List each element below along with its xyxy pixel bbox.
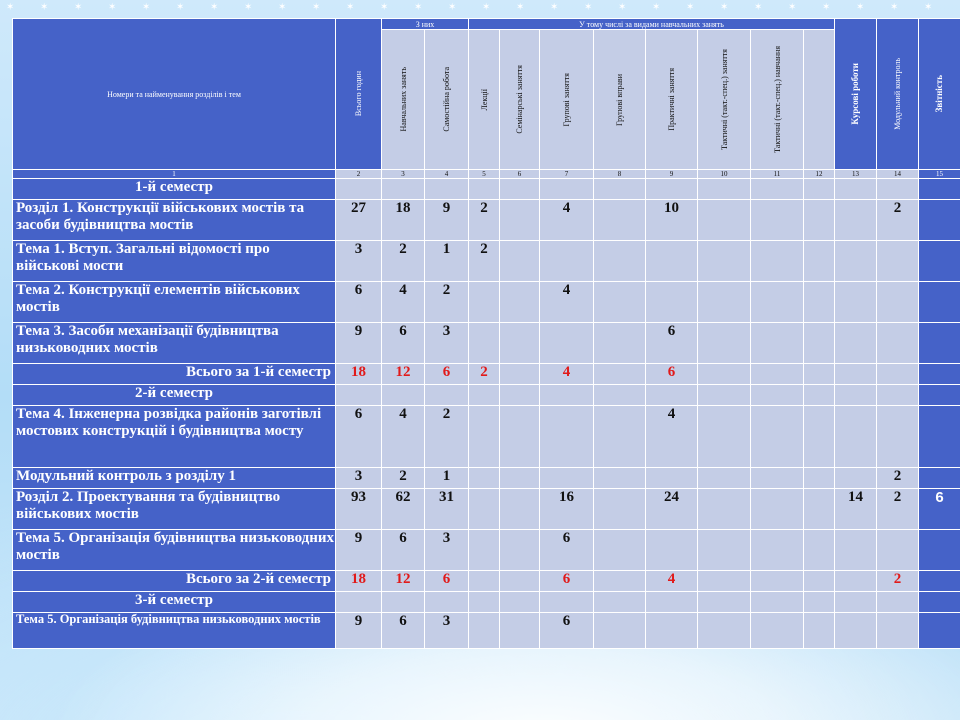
table-row bbox=[13, 364, 960, 385]
cell-col-15 bbox=[919, 282, 960, 323]
cell-col-13 bbox=[835, 530, 877, 571]
cell-col-11 bbox=[751, 613, 804, 649]
cell-col-4: 3 bbox=[425, 323, 469, 364]
row-label: Модульний контроль з розділу 1 bbox=[13, 468, 336, 489]
cell-col-14: 2 bbox=[877, 200, 919, 241]
cell-col-13 bbox=[835, 179, 877, 200]
cell-col-11 bbox=[751, 571, 804, 592]
table-row bbox=[13, 241, 960, 282]
cell-col-6 bbox=[500, 489, 540, 530]
cell-col-2: 27 bbox=[336, 200, 382, 241]
column-number: 8 bbox=[594, 170, 646, 179]
cell-col-4 bbox=[425, 592, 469, 613]
cell-col-12 bbox=[804, 282, 835, 323]
table-row bbox=[13, 323, 960, 364]
cell-col-5 bbox=[469, 468, 500, 489]
row-label: Тема 5. Організація будівництва низьководних мостів bbox=[13, 530, 336, 571]
cell-col-6 bbox=[500, 406, 540, 468]
cell-col-7: 16 bbox=[540, 489, 594, 530]
cell-col-9 bbox=[646, 468, 698, 489]
cell-col-15 bbox=[919, 179, 960, 200]
cell-col-15 bbox=[919, 613, 960, 649]
cell-col-14: 2 bbox=[877, 571, 919, 592]
row-label: Розділ 1. Конструкції військових мостів та засоби будівництва мостів bbox=[13, 200, 336, 241]
row-label: Всього за 2-й семестр bbox=[13, 571, 336, 592]
cell-col-3 bbox=[382, 385, 425, 406]
cell-col-10 bbox=[698, 364, 751, 385]
cell-col-6 bbox=[500, 323, 540, 364]
header-selfwork: Самостійна робота bbox=[425, 30, 469, 170]
cell-col-4: 6 bbox=[425, 364, 469, 385]
header-sections-topics: Номери та найменування розділів і тем bbox=[13, 19, 336, 170]
table-row bbox=[13, 282, 960, 323]
cell-col-4: 3 bbox=[425, 530, 469, 571]
header-blank bbox=[804, 30, 835, 170]
cell-col-15 bbox=[919, 406, 960, 468]
cell-col-6 bbox=[500, 385, 540, 406]
row-label: 2-й семестр bbox=[13, 385, 336, 406]
cell-col-15 bbox=[919, 592, 960, 613]
cell-col-10 bbox=[698, 200, 751, 241]
cell-col-5 bbox=[469, 489, 500, 530]
cell-col-11 bbox=[751, 489, 804, 530]
header-tactical-exercises: Тактичні (такт.-спец.) навчання bbox=[751, 30, 804, 170]
column-number: 9 bbox=[646, 170, 698, 179]
cell-col-5 bbox=[469, 613, 500, 649]
cell-col-3: 4 bbox=[382, 282, 425, 323]
cell-col-2: 18 bbox=[336, 571, 382, 592]
header-report: Звітність bbox=[919, 19, 960, 170]
cell-col-9: 6 bbox=[646, 323, 698, 364]
cell-col-14: 2 bbox=[877, 468, 919, 489]
cell-col-12 bbox=[804, 200, 835, 241]
cell-col-10 bbox=[698, 613, 751, 649]
cell-col-4: 31 bbox=[425, 489, 469, 530]
cell-col-6 bbox=[500, 592, 540, 613]
table-row bbox=[13, 489, 960, 530]
cell-col-7: 4 bbox=[540, 282, 594, 323]
cell-col-4: 1 bbox=[425, 241, 469, 282]
cell-col-12 bbox=[804, 406, 835, 468]
cell-col-12 bbox=[804, 530, 835, 571]
cell-col-13 bbox=[835, 468, 877, 489]
cell-col-9: 6 bbox=[646, 364, 698, 385]
cell-col-9 bbox=[646, 530, 698, 571]
cell-col-7 bbox=[540, 241, 594, 282]
cell-col-11 bbox=[751, 406, 804, 468]
cell-col-3: 2 bbox=[382, 468, 425, 489]
cell-col-8 bbox=[594, 385, 646, 406]
cell-col-14 bbox=[877, 406, 919, 468]
cell-col-8 bbox=[594, 489, 646, 530]
row-label: Всього за 1-й семестр bbox=[13, 364, 336, 385]
cell-col-3: 6 bbox=[382, 613, 425, 649]
cell-col-11 bbox=[751, 241, 804, 282]
cell-col-10 bbox=[698, 179, 751, 200]
cell-col-14 bbox=[877, 364, 919, 385]
row-label: 3-й семестр bbox=[13, 592, 336, 613]
cell-col-10 bbox=[698, 406, 751, 468]
cell-col-15 bbox=[919, 530, 960, 571]
cell-col-14 bbox=[877, 323, 919, 364]
cell-col-11 bbox=[751, 364, 804, 385]
cell-col-4: 2 bbox=[425, 282, 469, 323]
cell-col-15 bbox=[919, 571, 960, 592]
cell-col-5: 2 bbox=[469, 364, 500, 385]
header-seminars: Семінарські заняття bbox=[500, 30, 540, 170]
cell-col-4: 3 bbox=[425, 613, 469, 649]
column-number: 2 bbox=[336, 170, 382, 179]
cell-col-12 bbox=[804, 489, 835, 530]
cell-col-13 bbox=[835, 406, 877, 468]
cell-col-8 bbox=[594, 592, 646, 613]
cell-col-6 bbox=[500, 571, 540, 592]
cell-col-13 bbox=[835, 592, 877, 613]
header-total-hours: Всього годин bbox=[336, 19, 382, 170]
cell-col-2: 9 bbox=[336, 323, 382, 364]
cell-col-7: 6 bbox=[540, 530, 594, 571]
cell-col-2 bbox=[336, 592, 382, 613]
cell-col-7 bbox=[540, 323, 594, 364]
cell-col-6 bbox=[500, 468, 540, 489]
cell-col-3: 12 bbox=[382, 364, 425, 385]
cell-col-12 bbox=[804, 241, 835, 282]
cell-col-14 bbox=[877, 241, 919, 282]
table-row bbox=[13, 592, 960, 613]
cell-col-6 bbox=[500, 530, 540, 571]
cell-col-5: 2 bbox=[469, 241, 500, 282]
cell-col-5 bbox=[469, 406, 500, 468]
cell-col-8 bbox=[594, 282, 646, 323]
cell-col-7: 6 bbox=[540, 613, 594, 649]
cell-col-15 bbox=[919, 200, 960, 241]
cell-col-12 bbox=[804, 364, 835, 385]
table-row bbox=[13, 406, 960, 468]
cell-col-2: 6 bbox=[336, 406, 382, 468]
cell-col-14 bbox=[877, 385, 919, 406]
row-label: Тема 3. Засоби механізації будівництва низьководних мостів bbox=[13, 323, 336, 364]
header-group-exercises: Групові вправи bbox=[594, 30, 646, 170]
cell-col-7 bbox=[540, 179, 594, 200]
cell-col-3: 18 bbox=[382, 200, 425, 241]
cell-col-12 bbox=[804, 385, 835, 406]
cell-col-15 bbox=[919, 385, 960, 406]
curriculum-table bbox=[12, 18, 960, 649]
cell-col-3: 2 bbox=[382, 241, 425, 282]
column-number: 3 bbox=[382, 170, 425, 179]
cell-col-10 bbox=[698, 468, 751, 489]
cell-col-2: 93 bbox=[336, 489, 382, 530]
cell-col-13 bbox=[835, 323, 877, 364]
column-number: 15 bbox=[919, 170, 960, 179]
cell-col-13 bbox=[835, 200, 877, 241]
cell-col-5 bbox=[469, 282, 500, 323]
column-number: 12 bbox=[804, 170, 835, 179]
cell-col-12 bbox=[804, 468, 835, 489]
cell-col-4: 9 bbox=[425, 200, 469, 241]
cell-col-7 bbox=[540, 592, 594, 613]
row-label: Тема 1. Вступ. Загальні відомості про військові мости bbox=[13, 241, 336, 282]
header-practical: Практичні заняття bbox=[646, 30, 698, 170]
cell-col-2: 9 bbox=[336, 530, 382, 571]
cell-col-6 bbox=[500, 613, 540, 649]
cell-col-11 bbox=[751, 179, 804, 200]
cell-col-15 bbox=[919, 323, 960, 364]
cell-col-8 bbox=[594, 613, 646, 649]
cell-col-8 bbox=[594, 179, 646, 200]
cell-col-9 bbox=[646, 385, 698, 406]
cell-col-10 bbox=[698, 385, 751, 406]
cell-col-3 bbox=[382, 179, 425, 200]
cell-col-6 bbox=[500, 282, 540, 323]
cell-col-8 bbox=[594, 200, 646, 241]
cell-col-15 bbox=[919, 241, 960, 282]
cell-col-14 bbox=[877, 179, 919, 200]
cell-col-15 bbox=[919, 468, 960, 489]
cell-col-9 bbox=[646, 241, 698, 282]
decorative-stars: ✶ ✶ ✶ ✶ ✶ ✶ ✶ ✶ ✶ ✶ ✶ ✶ ✶ ✶ ✶ ✶ ✶ ✶ ✶ ✶ ✶ ✶ ✶ ✶ ✶ ✶ ✶ ✶ bbox=[6, 2, 933, 13]
cell-col-2 bbox=[336, 179, 382, 200]
cell-col-7 bbox=[540, 406, 594, 468]
cell-col-13 bbox=[835, 385, 877, 406]
cell-col-10 bbox=[698, 592, 751, 613]
header-tactical-classes: Тактичні (такт.-спец.) заняття bbox=[698, 30, 751, 170]
cell-col-8 bbox=[594, 468, 646, 489]
cell-col-6 bbox=[500, 364, 540, 385]
cell-col-3: 6 bbox=[382, 323, 425, 364]
row-label: 1-й семестр bbox=[13, 179, 336, 200]
cell-col-9 bbox=[646, 613, 698, 649]
cell-col-12 bbox=[804, 179, 835, 200]
cell-col-5 bbox=[469, 592, 500, 613]
cell-col-4 bbox=[425, 179, 469, 200]
cell-col-8 bbox=[594, 530, 646, 571]
column-number: 6 bbox=[500, 170, 540, 179]
row-label: Тема 5. Організація будівництва низьководних мостів bbox=[13, 613, 336, 649]
header-lectures: Лекції bbox=[469, 30, 500, 170]
column-number: 5 bbox=[469, 170, 500, 179]
cell-col-5 bbox=[469, 323, 500, 364]
cell-col-2: 9 bbox=[336, 613, 382, 649]
cell-col-2: 3 bbox=[336, 468, 382, 489]
cell-col-13 bbox=[835, 241, 877, 282]
cell-col-13 bbox=[835, 571, 877, 592]
cell-col-5 bbox=[469, 179, 500, 200]
cell-col-6 bbox=[500, 179, 540, 200]
cell-col-9 bbox=[646, 592, 698, 613]
cell-col-14 bbox=[877, 530, 919, 571]
header-group-of-them: З них bbox=[382, 19, 469, 30]
header-group-types: У тому числі за видами навчальних занять bbox=[469, 19, 835, 30]
cell-col-5 bbox=[469, 571, 500, 592]
cell-col-14 bbox=[877, 613, 919, 649]
header-coursework: Курсові роботи bbox=[835, 19, 877, 170]
cell-col-9 bbox=[646, 179, 698, 200]
row-label: Розділ 2. Проектування та будівництво військових мостів bbox=[13, 489, 336, 530]
cell-col-8 bbox=[594, 323, 646, 364]
header-group-classes: Групові заняття bbox=[540, 30, 594, 170]
cell-col-3: 62 bbox=[382, 489, 425, 530]
cell-col-10 bbox=[698, 489, 751, 530]
cell-col-12 bbox=[804, 613, 835, 649]
cell-col-4: 1 bbox=[425, 468, 469, 489]
row-label: Тема 2. Конструкції елементів військових мостів bbox=[13, 282, 336, 323]
cell-col-15 bbox=[919, 364, 960, 385]
table-row bbox=[13, 200, 960, 241]
cell-col-3 bbox=[382, 592, 425, 613]
cell-col-5: 2 bbox=[469, 200, 500, 241]
column-number: 11 bbox=[751, 170, 804, 179]
cell-col-7 bbox=[540, 385, 594, 406]
cell-col-5 bbox=[469, 385, 500, 406]
cell-col-8 bbox=[594, 364, 646, 385]
table-row bbox=[13, 385, 960, 406]
cell-col-8 bbox=[594, 406, 646, 468]
cell-col-8 bbox=[594, 241, 646, 282]
cell-col-7: 4 bbox=[540, 200, 594, 241]
cell-col-2 bbox=[336, 385, 382, 406]
cell-col-13 bbox=[835, 613, 877, 649]
cell-col-9: 4 bbox=[646, 406, 698, 468]
column-number: 10 bbox=[698, 170, 751, 179]
header-classroom: Навчальних занять bbox=[382, 30, 425, 170]
header-modular-control: Модульний контроль bbox=[877, 19, 919, 170]
cell-col-3: 12 bbox=[382, 571, 425, 592]
column-number: 14 bbox=[877, 170, 919, 179]
cell-col-15: 6 bbox=[919, 489, 960, 530]
cell-col-2: 18 bbox=[336, 364, 382, 385]
table-row bbox=[13, 571, 960, 592]
cell-col-10 bbox=[698, 282, 751, 323]
cell-col-9: 4 bbox=[646, 571, 698, 592]
cell-col-6 bbox=[500, 241, 540, 282]
cell-col-10 bbox=[698, 530, 751, 571]
cell-col-10 bbox=[698, 241, 751, 282]
cell-col-9: 24 bbox=[646, 489, 698, 530]
cell-col-13 bbox=[835, 364, 877, 385]
cell-col-3: 6 bbox=[382, 530, 425, 571]
cell-col-10 bbox=[698, 323, 751, 364]
cell-col-13 bbox=[835, 282, 877, 323]
cell-col-12 bbox=[804, 323, 835, 364]
cell-col-10 bbox=[698, 571, 751, 592]
cell-col-12 bbox=[804, 592, 835, 613]
column-number: 7 bbox=[540, 170, 594, 179]
table-row bbox=[13, 468, 960, 489]
cell-col-11 bbox=[751, 282, 804, 323]
cell-col-11 bbox=[751, 468, 804, 489]
cell-col-8 bbox=[594, 571, 646, 592]
cell-col-14: 2 bbox=[877, 489, 919, 530]
cell-col-4: 2 bbox=[425, 406, 469, 468]
table-row bbox=[13, 530, 960, 571]
cell-col-11 bbox=[751, 592, 804, 613]
cell-col-14 bbox=[877, 592, 919, 613]
cell-col-7 bbox=[540, 468, 594, 489]
table-body bbox=[13, 170, 960, 649]
cell-col-9: 10 bbox=[646, 200, 698, 241]
column-number: 4 bbox=[425, 170, 469, 179]
table-row bbox=[13, 179, 960, 200]
cell-col-12 bbox=[804, 571, 835, 592]
table-row bbox=[13, 613, 960, 649]
cell-col-6 bbox=[500, 200, 540, 241]
cell-col-13: 14 bbox=[835, 489, 877, 530]
cell-col-7: 4 bbox=[540, 364, 594, 385]
cell-col-4 bbox=[425, 385, 469, 406]
row-label: Тема 4. Інженерна розвідка районів заготівлі мостових конструкцій і будівництва мосту bbox=[13, 406, 336, 468]
cell-col-2: 3 bbox=[336, 241, 382, 282]
cell-col-11 bbox=[751, 200, 804, 241]
cell-col-5 bbox=[469, 530, 500, 571]
cell-col-14 bbox=[877, 282, 919, 323]
cell-col-11 bbox=[751, 385, 804, 406]
cell-col-4: 6 bbox=[425, 571, 469, 592]
cell-col-9 bbox=[646, 282, 698, 323]
cell-col-7: 6 bbox=[540, 571, 594, 592]
column-number: 1 bbox=[13, 170, 336, 179]
column-numbers-row bbox=[13, 170, 960, 179]
cell-col-3: 4 bbox=[382, 406, 425, 468]
column-number: 13 bbox=[835, 170, 877, 179]
cell-col-11 bbox=[751, 530, 804, 571]
cell-col-11 bbox=[751, 323, 804, 364]
cell-col-2: 6 bbox=[336, 282, 382, 323]
